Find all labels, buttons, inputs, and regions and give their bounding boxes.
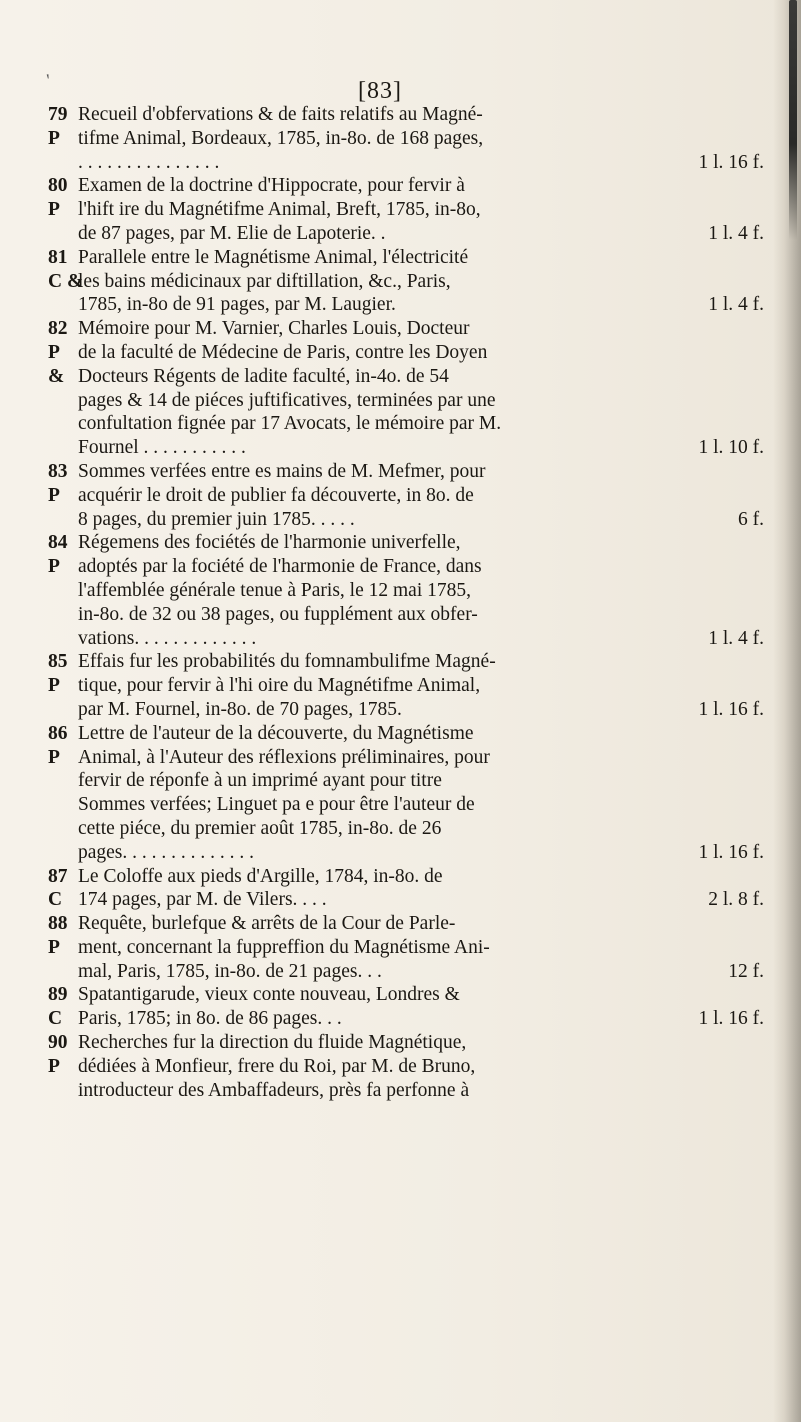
entry-text: 8 pages, du premier juin 1785. . . . . xyxy=(78,508,355,530)
entry-line xyxy=(48,841,768,865)
entry-format-marker: P xyxy=(48,936,60,958)
entry-format-marker: P xyxy=(48,484,60,506)
entry-text: les bains médicinaux par diftillation, &c., Paris, xyxy=(78,270,451,292)
entry-text: Examen de la doctrine d'Hippocrate, pour fervir à xyxy=(78,175,465,197)
entry-line xyxy=(48,555,768,579)
entry-line xyxy=(48,579,768,603)
entry-price: 1 l. 16 f. xyxy=(698,841,764,863)
entry-line xyxy=(48,674,768,698)
entry-text: dédiées à Monfieur, frere du Roi, par M. de Bruno, xyxy=(78,1055,476,1077)
entry-text: confultation fignée par 17 Avocats, le mémoire par M. xyxy=(78,413,502,435)
entry-text: Fournel . . . . . . . . . . . xyxy=(78,437,246,459)
entry-text: Animal, à l'Auteur des réflexions préliminaires, pour xyxy=(78,746,490,768)
catalogue-entries xyxy=(48,103,768,1102)
entry-number: 86 xyxy=(48,722,68,744)
entry-line xyxy=(48,746,768,770)
entry-line xyxy=(48,317,768,341)
catalogue-entry xyxy=(48,650,768,721)
entry-text: tifme Animal, Bordeaux, 1785, in-8o. de 168 pages, xyxy=(78,127,484,149)
entry-line xyxy=(48,769,768,793)
catalogue-entry xyxy=(48,317,768,460)
entry-text: de la faculté de Médecine de Paris, contre les Doyen xyxy=(78,341,488,363)
entry-number: 82 xyxy=(48,318,68,340)
entry-number: 90 xyxy=(48,1032,68,1054)
entry-number: 85 xyxy=(48,651,68,673)
entry-price: 1 l. 16 f. xyxy=(698,1008,764,1030)
catalogue-entry xyxy=(48,531,768,650)
entry-line xyxy=(48,246,768,270)
entry-text: in-8o. de 32 ou 38 pages, ou fupplément aux obfer- xyxy=(78,603,478,625)
catalogue-entry xyxy=(48,722,768,865)
entry-price: 1 l. 16 f. xyxy=(698,151,764,173)
entry-text: Requête, burlefque & arrêts de la Cour de Parle- xyxy=(78,913,456,935)
entry-text: introducteur des Ambaffadeurs, près fa perfonne à xyxy=(78,1079,470,1101)
catalogue-entry xyxy=(48,460,768,531)
entry-text: Spatantigarude, vieux conte nouveau, Londres & xyxy=(78,984,460,1006)
entry-line xyxy=(48,270,768,294)
entry-format-marker: C xyxy=(48,889,63,911)
catalogue-entry xyxy=(48,912,768,983)
entry-price: 1 l. 10 f. xyxy=(698,437,764,459)
entry-line xyxy=(48,912,768,936)
entry-text: Paris, 1785; in 8o. de 86 pages. . . xyxy=(78,1008,342,1030)
binding-edge xyxy=(773,0,801,1422)
entry-format-marker: P xyxy=(48,675,60,697)
entry-line xyxy=(48,103,768,127)
entry-line xyxy=(48,793,768,817)
entry-number: 88 xyxy=(48,913,68,935)
entry-text: l'affemblée générale tenue à Paris, le 12 mai 1785, xyxy=(78,579,471,601)
entry-text: par M. Fournel, in-8o. de 70 pages, 1785. xyxy=(78,698,402,720)
entry-line xyxy=(48,603,768,627)
corner-mark: ' xyxy=(45,69,52,91)
entry-format-marker: C & xyxy=(48,270,84,292)
entry-text: 1785, in-8o de 91 pages, par M. Laugier. xyxy=(78,294,396,316)
entry-number: 89 xyxy=(48,984,68,1006)
entry-line xyxy=(48,198,768,222)
entry-text: l'hift ire du Magnétifme Animal, Breft, 1785, in-8o, xyxy=(78,199,481,221)
catalogue-entry xyxy=(48,174,768,245)
binding-tab xyxy=(789,0,797,240)
entry-format-marker: & xyxy=(48,365,65,387)
entry-price: 1 l. 4 f. xyxy=(708,222,764,244)
entry-format-marker: P xyxy=(48,127,60,149)
entry-line xyxy=(48,389,768,413)
entry-text: Recueil d'obfervations & de faits relatifs au Magné- xyxy=(78,104,483,125)
entry-line xyxy=(48,484,768,508)
entry-line xyxy=(48,936,768,960)
entry-text: Lettre de l'auteur de la découverte, du Magnétisme xyxy=(78,722,474,744)
entry-line xyxy=(48,865,768,889)
entry-line xyxy=(48,412,768,436)
entry-line xyxy=(48,508,768,532)
entry-price: 12 f. xyxy=(728,960,764,982)
entry-format-marker: P xyxy=(48,199,60,221)
entry-text: vations. . . . . . . . . . . . . xyxy=(78,627,257,649)
entry-text: tique, pour fervir à l'hi oire du Magnétifme Animal, xyxy=(78,675,481,697)
entry-line xyxy=(48,127,768,151)
entry-format-marker: P xyxy=(48,341,60,363)
entry-line xyxy=(48,650,768,674)
entry-line xyxy=(48,365,768,389)
entry-line xyxy=(48,293,768,317)
entry-text: pages & 14 de piéces juftificatives, terminées par une xyxy=(78,389,496,411)
entry-text: Sommes verfées; Linguet pa e pour être l'auteur de xyxy=(78,794,475,816)
catalogue-entry xyxy=(48,1031,768,1102)
entry-price: 2 l. 8 f. xyxy=(708,889,764,911)
entry-text: acquérir le droit de publier fa découverte, in 8o. de xyxy=(78,484,474,506)
entry-text: ment, concernant la fuppreffion du Magnétisme Ani- xyxy=(78,936,490,958)
entry-number: 80 xyxy=(48,175,68,197)
entry-text: 174 pages, par M. de Vilers. . . . xyxy=(78,889,327,911)
entry-line xyxy=(48,341,768,365)
entry-line xyxy=(48,722,768,746)
entry-text: Docteurs Régents de ladite faculté, in-4o. de 54 xyxy=(78,365,449,387)
entry-number: 87 xyxy=(48,865,68,887)
entry-text: adoptés par la fociété de l'harmonie de France, dans xyxy=(78,556,482,578)
entry-price: 1 l. 16 f. xyxy=(698,698,764,720)
entry-format-marker: C xyxy=(48,1008,63,1030)
entry-line xyxy=(48,436,768,460)
entry-price: 6 f. xyxy=(738,508,764,530)
entry-line xyxy=(48,627,768,651)
catalogue-entry xyxy=(48,983,768,1031)
entry-line xyxy=(48,698,768,722)
entry-line xyxy=(48,1007,768,1031)
entry-line xyxy=(48,531,768,555)
entry-line xyxy=(48,960,768,984)
catalogue-entry xyxy=(48,865,768,913)
entry-line xyxy=(48,817,768,841)
entry-text: mal, Paris, 1785, in-8o. de 21 pages. . . xyxy=(78,960,382,982)
entry-number: 84 xyxy=(48,532,68,554)
entry-format-marker: P xyxy=(48,1055,60,1077)
entry-line xyxy=(48,983,768,1007)
entry-text: Effais fur les probabilités du fomnambulifme Magné- xyxy=(78,651,496,673)
entry-text: Régemens des fociétés de l'harmonie univerfelle, xyxy=(78,532,461,554)
entry-text: Le Coloffe aux pieds d'Argille, 1784, in-8o. de xyxy=(78,865,443,887)
entry-text: Mémoire pour M. Varnier, Charles Louis, Docteur xyxy=(78,318,470,340)
entry-line xyxy=(48,1079,768,1103)
entry-price: 1 l. 4 f. xyxy=(708,627,764,649)
entry-format-marker: P xyxy=(48,556,60,578)
entry-line xyxy=(48,1055,768,1079)
entry-text: Sommes verfées entre es mains de M. Mefmer, pour xyxy=(78,460,486,482)
entry-price: 1 l. 4 f. xyxy=(708,294,764,316)
catalogue-entry xyxy=(48,103,768,174)
entry-number: 81 xyxy=(48,246,68,268)
page-number: [83] xyxy=(358,78,402,104)
entry-text: fervir de réponfe à un imprimé ayant pour titre xyxy=(78,770,442,792)
entry-number: 79 xyxy=(48,104,68,125)
entry-text: de 87 pages, par M. Elie de Lapoterie. . xyxy=(78,222,386,244)
entry-format-marker: P xyxy=(48,746,60,768)
entry-text: Parallele entre le Magnétisme Animal, l'électricité xyxy=(78,246,469,268)
entry-text: cette piéce, du premier août 1785, in-8o. de 26 xyxy=(78,817,442,839)
entry-line xyxy=(48,460,768,484)
entry-number: 83 xyxy=(48,460,68,482)
entry-line xyxy=(48,888,768,912)
entry-line xyxy=(48,174,768,198)
catalogue-entry xyxy=(48,246,768,317)
entry-line xyxy=(48,1031,768,1055)
entry-text: pages. . . . . . . . . . . . . . xyxy=(78,841,255,863)
entry-line xyxy=(48,151,768,175)
entry-text: Recherches fur la direction du fluide Magnétique, xyxy=(78,1032,467,1054)
entry-text: . . . . . . . . . . . . . . . xyxy=(78,151,220,173)
entry-line xyxy=(48,222,768,246)
